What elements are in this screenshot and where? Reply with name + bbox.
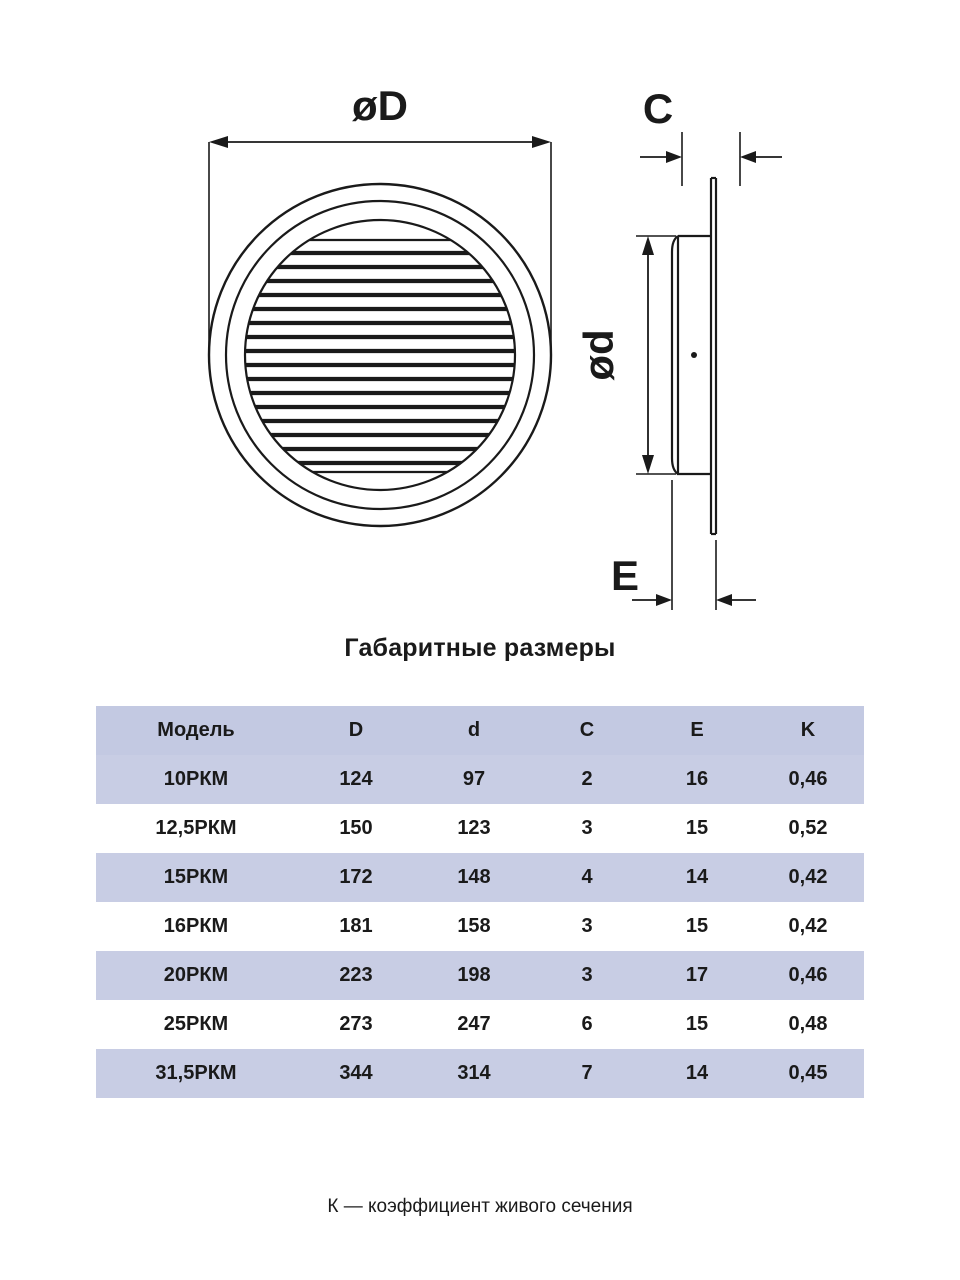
table-cell-d: 150 <box>339 817 373 839</box>
table-cell-d: 273 <box>339 1013 373 1035</box>
table-cell-c: 3 <box>581 964 593 986</box>
table-cell-c: 6 <box>581 1013 593 1035</box>
label-inner-diameter: ød <box>575 329 622 381</box>
table-header-cell: D <box>348 719 364 741</box>
table-title: Габаритные размеры <box>344 634 616 662</box>
table-header-cell: d <box>467 719 481 741</box>
table-cell-dd: 97 <box>462 768 486 790</box>
table-cell-model: 31,5РКМ <box>155 1062 237 1084</box>
table-row <box>96 902 864 951</box>
table-row <box>96 853 864 902</box>
table-cell-c: 3 <box>581 817 593 839</box>
table-cell-dd: 148 <box>457 866 491 888</box>
table-cell-k: 0,46 <box>788 964 828 986</box>
table-row <box>96 1049 864 1098</box>
grille-drawing-svg <box>0 0 960 630</box>
table-cell-model: 20РКМ <box>163 964 229 986</box>
table-cell-d: 223 <box>339 964 373 986</box>
table-header-cell: E <box>690 719 704 741</box>
table-cell-k: 0,48 <box>788 1013 828 1035</box>
table-cell-e: 17 <box>685 964 709 986</box>
table-row <box>96 804 864 853</box>
table-cell-d: 172 <box>339 866 373 888</box>
table-cell-d: 181 <box>339 915 373 937</box>
table-row <box>96 755 864 804</box>
table-row <box>96 951 864 1000</box>
table-cell-dd: 198 <box>457 964 491 986</box>
label-outer-diameter: øD <box>352 82 408 129</box>
table-cell-e: 14 <box>685 1062 709 1084</box>
table-cell-dd: 158 <box>457 915 491 937</box>
table-cell-e: 15 <box>685 915 709 937</box>
dimension-line-outer-diameter <box>209 136 551 352</box>
table-cell-dd: 123 <box>457 817 491 839</box>
table-cell-model: 25РКМ <box>163 1013 229 1035</box>
table-cell-k: 0,45 <box>788 1062 828 1084</box>
table-cell-dd: 314 <box>457 1062 491 1084</box>
table-header-cell: Модель <box>157 719 235 741</box>
technical-drawing <box>0 0 960 630</box>
dimension-line-inner-diameter <box>636 236 676 474</box>
table-header-cell: K <box>800 719 816 741</box>
table-cell-d: 344 <box>339 1062 373 1084</box>
table-cell-e: 14 <box>685 866 709 888</box>
label-thickness: C <box>642 85 674 132</box>
table-cell-model: 15РКМ <box>163 866 229 888</box>
table-row <box>96 1000 864 1049</box>
dimension-line-depth <box>632 480 756 610</box>
table-cell-c: 2 <box>581 768 593 790</box>
table-cell-k: 0,52 <box>788 817 828 839</box>
table-cell-k: 0,46 <box>788 768 828 790</box>
table-header-row <box>96 706 864 755</box>
label-depth: E <box>610 552 640 599</box>
front-view-grille <box>209 184 551 526</box>
table-cell-c: 7 <box>581 1062 593 1084</box>
table-cell-d: 124 <box>339 768 373 790</box>
table-cell-e: 15 <box>685 1013 709 1035</box>
table-cell-k: 0,42 <box>788 915 828 937</box>
table-cell-e: 16 <box>685 768 709 790</box>
table-cell-dd: 247 <box>457 1013 491 1035</box>
table-note: К — коэффициент живого сечения <box>327 1196 633 1217</box>
table-cell-c: 4 <box>581 866 593 888</box>
table-cell-c: 3 <box>581 915 593 937</box>
table-cell-model: 12,5РКМ <box>155 817 237 839</box>
dimensions-table <box>96 706 864 1098</box>
side-view-body <box>672 178 716 534</box>
table-cell-model: 10РКМ <box>163 768 229 790</box>
table-cell-model: 16РКМ <box>163 915 229 937</box>
table-cell-e: 15 <box>685 817 709 839</box>
table-header-cell: C <box>579 719 595 741</box>
table-cell-k: 0,42 <box>788 866 828 888</box>
